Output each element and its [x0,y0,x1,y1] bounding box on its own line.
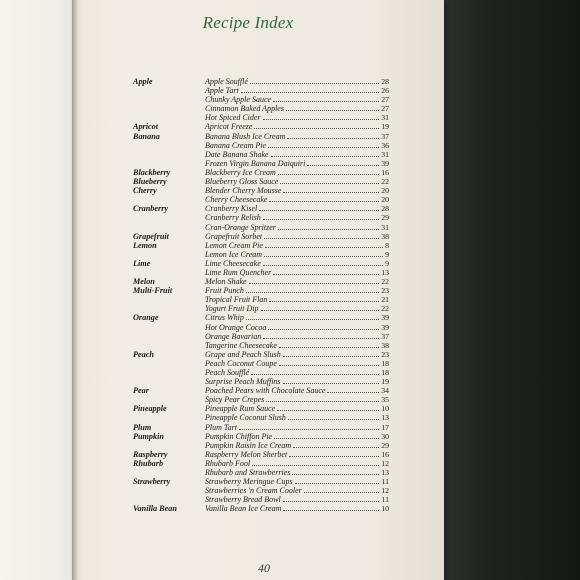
recipe-page-number: 19 [381,122,389,132]
recipe-name: Pumpkin Raisin Ice Cream [205,440,292,450]
recipe-name: Orange Bavarian [205,331,262,341]
dot-leader [246,286,379,293]
recipe-entry [205,404,389,413]
category-label: Plum [133,422,152,432]
dot-leader [263,113,380,120]
recipe-page-number: 12 [381,458,389,468]
recipe-entry [205,341,389,350]
category-label: Cherry [133,186,157,196]
recipe-name: Rhubarb and Strawberries [205,468,291,478]
recipe-page-number: 9 [385,249,389,259]
recipe-page-number: 26 [381,86,389,96]
dot-leader [264,250,383,257]
index-row [133,250,389,259]
recipe-entry [205,150,389,159]
recipe-name: Pineapple Coconut Slush [205,413,286,423]
page-number: 40 [258,561,270,575]
recipe-page-number: 31 [381,222,389,232]
recipe-entry [205,368,389,377]
dot-leader [283,186,379,193]
dot-leader [269,195,379,202]
recipe-entry [205,132,389,141]
recipe-entry [205,413,389,422]
recipe-entry [205,332,389,341]
category-label: Cranberry [133,204,169,214]
recipe-name: Strawberry Meringue Cups [205,477,293,487]
category-label: Lime [133,258,151,268]
recipe-name: Cinnamon Baked Apples [205,104,284,114]
category-label: Apricot [133,122,159,132]
recipe-page-number: 31 [381,113,389,123]
index-row [133,332,389,341]
recipe-entry [205,213,389,222]
recipe-name: Peach Coconut Coupe [205,358,277,368]
index-row [133,350,389,359]
recipe-name: Frozen Virgin Banana Daiquiri [205,158,306,168]
dot-leader [274,432,379,439]
recipe-page-number: 28 [381,204,389,214]
recipe-name: Peach Soufflé [205,368,250,377]
recipe-name: Plum Tart [205,422,237,432]
category-label: Apple [133,77,153,86]
recipe-page-number: 27 [381,95,389,105]
index-row [133,450,389,459]
index-row [133,113,389,122]
index-row [133,423,389,432]
category-label: Lemon [133,240,157,250]
dot-leader [289,450,379,457]
index-row [133,86,389,95]
recipe-page-number: 37 [381,331,389,341]
recipe-page-number: 20 [381,195,389,205]
recipe-name: Surprise Peach Muffins [205,377,281,387]
recipe-name: Banana Blush Ice Cream [205,131,286,141]
index-row [133,486,389,495]
recipe-page-number: 35 [381,395,389,405]
category-label: Pineapple [133,404,167,414]
recipe-entry [205,495,389,504]
category-label: Raspberry [133,449,168,459]
recipe-page-number: 10 [381,504,389,514]
dot-leader [280,177,379,184]
dot-leader [254,122,379,129]
recipe-entry [205,122,389,131]
index-row [133,77,389,86]
dot-leader [246,313,379,320]
dot-leader [263,213,379,220]
recipe-entry [205,77,389,86]
dot-leader [250,77,379,84]
dot-leader [239,423,379,430]
recipe-page-number: 12 [381,486,389,496]
recipe-entry [205,377,389,386]
dot-leader [249,277,380,284]
index-row [133,104,389,113]
category-label: Multi-Fruit [133,286,173,296]
recipe-name: Strawberry Bread Bowl [205,495,281,505]
dot-leader [327,386,379,393]
dot-leader [283,377,380,384]
index-row [133,413,389,422]
recipe-page-number: 22 [381,277,389,287]
recipe-name: Cherry Cheesecake [205,195,268,205]
recipe-entry [205,486,389,495]
recipe-entry [205,86,389,95]
recipe-entry [205,268,389,277]
recipe-name: Poached Pears with Chocolate Sauce [205,386,326,396]
category-label: Strawberry [133,477,171,487]
recipe-name: Citrus Whip [205,313,244,323]
index-row [133,323,389,332]
recipe-page-number: 29 [381,213,389,223]
recipe-page-number: 9 [385,258,389,268]
recipe-page-number: 23 [381,349,389,359]
category-label: Grapefruit [133,231,169,241]
recipe-entry [205,195,389,204]
recipe-page-number: 11 [381,477,389,487]
category-label: Vanilla Bean [133,504,177,514]
recipe-name: Raspberry Melon Sherbet [205,449,288,459]
recipe-entry [205,504,389,513]
recipe-entry [205,104,389,113]
recipe-page-number: 29 [381,440,389,450]
recipe-page-number: 10 [381,404,389,414]
recipe-entry [205,441,389,450]
category-label: Pumpkin [133,431,164,441]
recipe-name: Melon Shake [205,277,247,287]
index-row [133,268,389,277]
index-row [133,341,389,350]
index-row [133,132,389,141]
recipe-name: Cran-Orange Spritzer [205,222,276,232]
recipe-name: Pumpkin Chiffon Pie [205,431,273,441]
recipe-name: Strawberries 'n Cream Cooler [205,486,302,496]
dot-leader [307,159,379,166]
recipe-entry [205,323,389,332]
index-row [133,186,389,195]
dot-leader [279,341,379,348]
recipe-page-number: 13 [381,267,389,277]
recipe-entry [205,204,389,213]
dot-leader [271,150,380,157]
recipe-entry [205,177,389,186]
recipe-page-number: 34 [381,386,389,396]
recipe-page-number: 19 [381,377,389,387]
dot-leader [277,404,379,411]
recipe-name: Cranberry Relish [205,213,261,223]
index-row [133,159,389,168]
index-row [133,177,389,186]
dot-leader [304,486,379,493]
index-row [133,223,389,232]
recipe-name: Banana Cream Pie [205,140,267,150]
recipe-page-number: 18 [381,368,389,377]
recipe-entry [205,468,389,477]
index-row [133,232,389,241]
recipe-name: Cranberry Kisel [205,204,258,214]
recipe-name: Chunky Apple Sauce [205,95,272,105]
recipe-page-number: 31 [381,149,389,159]
recipe-entry [205,223,389,232]
dot-leader [268,323,379,330]
index-row [133,386,389,395]
category-label: Blackberry [133,167,171,177]
recipe-entry [205,277,389,286]
dot-leader [259,204,379,211]
dot-leader [252,459,379,466]
recipe-entry [205,395,389,404]
recipe-page-number: 23 [381,286,389,296]
index-row [133,195,389,204]
index-row [133,204,389,213]
index-row [133,377,389,386]
recipe-page-number: 37 [381,131,389,141]
recipe-name: Blueberry Gloss Sauce [205,177,279,187]
recipe-page-number: 13 [381,468,389,478]
recipe-entry [205,141,389,150]
dot-leader [266,395,379,402]
index-row [133,495,389,504]
recipe-name: Fruit Punch [205,286,244,296]
recipe-entry [205,286,389,295]
index-row [133,259,389,268]
recipe-page-number: 28 [381,77,389,86]
recipe-name: Apple Tart [205,86,239,96]
index-row [133,277,389,286]
dot-leader [288,413,379,420]
recipe-entry [205,241,389,250]
recipe-index-list [133,77,389,514]
recipe-page-number: 22 [381,177,389,187]
recipe-name: Date Banana Shake [205,149,269,159]
dot-leader [263,332,379,339]
recipe-entry [205,232,389,241]
recipe-entry [205,423,389,432]
category-label: Melon [133,277,155,287]
dot-leader [261,304,380,311]
recipe-name: Apricot Freeze [205,122,253,132]
index-row [133,477,389,486]
index-row [133,432,389,441]
index-row [133,286,389,295]
dot-leader [241,86,379,93]
recipe-page-number: 38 [381,340,389,350]
recipe-entry [205,259,389,268]
dot-leader [251,368,379,375]
recipe-name: Tangerine Cheesecake [205,340,277,350]
dot-leader [283,495,380,502]
recipe-page-number: 39 [381,322,389,332]
recipe-name: Lemon Ice Cream [205,249,263,259]
index-row [133,313,389,322]
recipe-name: Hot Spiced Cider [205,113,261,123]
dot-leader [287,132,379,139]
index-row [133,168,389,177]
recipe-entry [205,304,389,313]
recipe-page-number: 16 [381,167,389,177]
recipe-name: Rhubarb Fool [205,458,251,468]
recipe-page-number: 22 [381,304,389,314]
recipe-name: Hot Orange Cocoa [205,322,267,332]
index-row [133,150,389,159]
recipe-name: Spicy Pear Crepes [205,395,265,405]
dot-leader [279,359,379,366]
recipe-page-number: 27 [381,104,389,114]
dot-leader [269,295,379,302]
recipe-name: Lime Cheesecake [205,258,261,268]
dot-leader [273,268,379,275]
index-row [133,404,389,413]
recipe-entry [205,295,389,304]
index-row [133,241,389,250]
recipe-page-number: 13 [381,413,389,423]
recipe-page-number: 39 [381,313,389,323]
recipe-entry [205,450,389,459]
recipe-entry [205,159,389,168]
recipe-entry [205,250,389,259]
dot-leader [268,141,379,148]
recipe-name: Yogurt Fruit Dip [205,304,259,314]
category-label: Peach [133,349,154,359]
recipe-entry [205,359,389,368]
index-row [133,295,389,304]
index-row [133,504,389,513]
category-label: Pear [133,386,149,396]
recipe-page-number: 11 [381,495,389,505]
recipe-name: Lemon Cream Pie [205,240,263,250]
dot-leader [278,168,379,175]
recipe-name: Lime Rum Quencher [205,267,272,277]
index-row [133,468,389,477]
recipe-page-number: 39 [381,158,389,168]
dot-leader [263,259,383,266]
recipe-entry [205,313,389,322]
recipe-page-number: 21 [381,295,389,305]
category-label: Blueberry [133,177,167,187]
recipe-page-number: 38 [381,231,389,241]
recipe-name: Apple Soufflé [205,77,248,86]
index-row [133,141,389,150]
recipe-name: Pineapple Rum Sauce [205,404,276,414]
index-row [133,441,389,450]
dot-leader [292,468,379,475]
recipe-page-number: 8 [385,240,389,250]
recipe-name: Grapefruit Sorbet [205,231,263,241]
dot-leader [278,223,379,230]
recipe-page-number: 17 [381,422,389,432]
recipe-entry [205,113,389,122]
dot-leader [265,241,383,248]
recipe-name: Tropical Fruit Flan [205,295,268,305]
recipe-page-number: 36 [381,140,389,150]
index-row [133,368,389,377]
recipe-name: Blender Cherry Mousse [205,186,282,196]
recipe-entry [205,459,389,468]
recipe-entry [205,168,389,177]
recipe-name: Vanilla Bean Ice Cream [205,504,282,514]
recipe-page-number: 18 [381,358,389,368]
index-row [133,395,389,404]
page-gutter-shadow [72,0,78,580]
book-cover [430,0,580,580]
recipe-entry [205,477,389,486]
recipe-page-number: 16 [381,449,389,459]
dot-leader [295,477,380,484]
page-title: Recipe Index [202,13,294,32]
index-row [133,359,389,368]
category-label: Rhubarb [133,458,164,468]
dot-leader [264,232,379,239]
recipe-page-number: 20 [381,186,389,196]
recipe-entry [205,432,389,441]
index-row [133,213,389,222]
dot-leader [283,504,379,511]
index-row [133,304,389,313]
index-row [133,95,389,104]
recipe-entry [205,95,389,104]
recipe-name: Grape and Peach Slush [205,349,281,359]
recipe-entry [205,186,389,195]
dot-leader [283,350,379,357]
recipe-entry [205,350,389,359]
dot-leader [286,104,379,111]
recipe-entry [205,386,389,395]
category-label: Orange [133,313,159,323]
dot-leader [273,95,379,102]
index-row [133,122,389,131]
recipe-name: Blackberry Ice Cream [205,167,276,177]
dot-leader [293,441,379,448]
index-row [133,459,389,468]
category-label: Banana [133,131,160,141]
recipe-page-number: 30 [381,431,389,441]
